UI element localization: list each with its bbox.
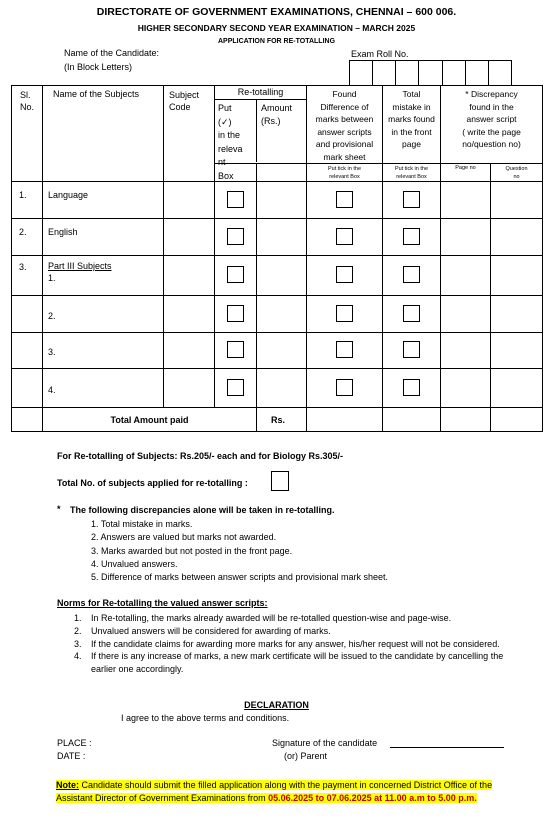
total-mistake-checkbox[interactable] — [403, 228, 420, 245]
norm-number: 2. — [74, 625, 82, 636]
retotal-checkbox[interactable] — [227, 305, 244, 322]
signature-label: Signature of the candidate — [272, 738, 378, 748]
norm-text: In Re-totalling, the marks already awarded will be re-totalled question-wise and page-wise. — [91, 613, 452, 623]
date-label: DATE : — [57, 751, 86, 761]
header-found-6: mark sheet — [323, 151, 366, 162]
page-no-cell[interactable] — [441, 369, 491, 408]
header-disc-4: ( write the page — [462, 126, 521, 137]
amount-cell[interactable] — [257, 182, 307, 219]
note — [56, 779, 516, 805]
place-label: PLACE : — [57, 738, 92, 748]
declaration-text: I agree to the above terms and conditions. — [121, 713, 290, 723]
total-subjects-label: Total No. of subjects applied for re-totalling : — [57, 478, 248, 488]
note-label: Note: — [56, 780, 79, 790]
header-total-4: in the front — [391, 126, 432, 137]
discrepancy-star: * — [57, 504, 61, 514]
total-subjects-box[interactable] — [271, 471, 289, 491]
subject-code-cell[interactable] — [164, 219, 215, 256]
header-disc-3: answer script — [466, 114, 517, 124]
header-title: DIRECTORATE OF GOVERNMENT EXAMINATIONS, CHENNAI – 600 006. — [96, 6, 457, 18]
table-row — [12, 333, 543, 369]
norms-list — [74, 612, 514, 676]
header-rs: (Rs.) — [261, 116, 281, 126]
header-put-tick: (✓) — [218, 116, 232, 127]
fees-text: For Re-totalling of Subjects: Rs.205/- each and for Biology Rs.305/- — [57, 451, 344, 461]
retotal-checkbox[interactable] — [227, 379, 244, 396]
question-no-cell[interactable] — [491, 296, 543, 333]
header-exam: HIGHER SECONDARY SECOND YEAR EXAMINATION – MARCH 2025 — [137, 23, 416, 33]
discrepancy-item: 3. Marks awarded but not posted in the front page. — [91, 545, 293, 556]
difference-checkbox[interactable] — [336, 305, 353, 322]
header-amount: Amount — [261, 103, 293, 113]
discrepancy-item: 5. Difference of marks between answer scripts and provisional mark sheet. — [91, 572, 388, 583]
subject-code-cell[interactable] — [164, 333, 215, 369]
page-no-cell[interactable] — [441, 296, 491, 333]
header-question-no: no — [513, 174, 520, 180]
norm-item — [74, 650, 514, 676]
difference-checkbox[interactable] — [336, 191, 353, 208]
question-no-cell[interactable] — [491, 369, 543, 408]
header-found-1: Found — [332, 89, 357, 99]
retotal-checkbox[interactable] — [227, 228, 244, 245]
total-mistake-checkbox[interactable] — [403, 379, 420, 396]
header-total-1: Total — [402, 89, 421, 99]
tick-hint-total-1: Put tick in the — [394, 166, 429, 172]
parent-label: (or) Parent — [284, 751, 328, 761]
roll-no-boxes[interactable] — [349, 60, 512, 86]
row-sub-number: 1. — [48, 273, 56, 283]
row-subject: Language — [43, 182, 164, 219]
header-no: No. — [20, 102, 35, 112]
row-subject: English — [43, 219, 164, 256]
total-mistake-checkbox[interactable] — [403, 266, 420, 283]
header-disc-1: * Discrepancy — [465, 89, 518, 99]
header-disc-5: no/question no) — [462, 139, 521, 149]
row-sub-number: 3. — [43, 333, 164, 369]
row-sub-number: 2. — [43, 296, 164, 333]
amount-cell[interactable] — [257, 333, 307, 369]
discrepancy-title: The following discrepancies alone will be taken in re-totalling. — [70, 505, 335, 515]
amount-cell[interactable] — [257, 256, 307, 296]
header-total-2: mistake in — [392, 101, 431, 112]
row-sub-number: 4. — [43, 369, 164, 408]
tick-hint-found-1: Put tick in the — [327, 166, 362, 172]
header-total-5: page — [402, 139, 421, 149]
question-no-cell[interactable] — [491, 256, 543, 296]
discrepancy-item: 2. Answers are valued but marks not awarded. — [91, 532, 277, 543]
table-row — [12, 182, 543, 219]
row-sl: 1. — [12, 182, 43, 219]
header-put-line5: nt — [218, 157, 226, 167]
total-amount-label: Total Amount paid — [43, 408, 257, 432]
discrepancy-item: 1. Total mistake in marks. — [91, 519, 193, 529]
difference-checkbox[interactable] — [336, 341, 353, 358]
norm-text: If the candidate claims for awarding more marks for any answer, his/her request will not be considered. — [91, 638, 500, 649]
header-disc-2: found in the — [469, 101, 514, 112]
header-total-3: marks found — [388, 114, 435, 124]
header-question: Question — [505, 166, 528, 172]
norm-text: If there is any increase of marks, a new mark certificate will be issued to the candidate by cancelling the earlier one accordingly. — [91, 651, 504, 675]
norm-number: 1. — [74, 613, 82, 623]
norm-text: Unvalued answers will be considered for awarding of marks. — [91, 625, 331, 636]
norms-title: Norms for Re-totalling the valued answer scripts: — [57, 598, 268, 608]
retotal-checkbox[interactable] — [227, 191, 244, 208]
header-subjects: Name of the Subjects — [43, 86, 164, 182]
discrepancy-item: 4. Unvalued answers. — [91, 558, 178, 569]
tick-hint-total-2: relevant Box — [396, 174, 427, 180]
total-mistake-checkbox[interactable] — [403, 191, 420, 208]
note-text: Candidate should submit the filled application along with the payment in concerned District Office of the Assistant Director of Government Examinations from — [56, 780, 493, 803]
header-application: APPLICATION FOR RE-TOTALLING — [217, 38, 336, 45]
row-sl: 2. — [12, 219, 43, 256]
page-no-cell[interactable] — [441, 256, 491, 296]
subject-code-cell[interactable] — [164, 182, 215, 219]
question-no-cell[interactable] — [491, 333, 543, 369]
header-found-5: and provisional — [315, 139, 374, 149]
table-row — [12, 219, 543, 256]
norm-item — [74, 625, 514, 638]
page-no-cell[interactable] — [441, 333, 491, 369]
page-no-cell[interactable] — [441, 219, 491, 256]
norm-item — [74, 612, 514, 625]
page-no-cell[interactable] — [441, 182, 491, 219]
note-dates: 05.06.2025 to 07.06.2025 at 11.00 a.m to 5.00 p.m. — [268, 793, 477, 803]
retotal-checkbox[interactable] — [227, 266, 244, 283]
total-mistake-checkbox[interactable] — [403, 305, 420, 322]
header-code: Code — [169, 102, 191, 112]
norm-item — [74, 638, 514, 651]
header-put-line3: in the — [218, 130, 241, 140]
difference-checkbox[interactable] — [336, 266, 353, 283]
amount-cell[interactable] — [257, 296, 307, 333]
question-no-cell[interactable] — [491, 182, 543, 219]
amount-cell[interactable] — [257, 369, 307, 408]
declaration-title: DECLARATION — [244, 700, 309, 710]
table-row — [12, 369, 543, 408]
row-sl: 3. — [12, 256, 43, 296]
retotalling-table — [11, 85, 543, 432]
header-put-line4: releva — [218, 143, 243, 154]
difference-checkbox[interactable] — [336, 379, 353, 396]
roll-no-label: Exam Roll No. — [351, 49, 409, 59]
header-found-3: marks between — [315, 114, 374, 124]
header-retotalling: Re-totalling — [215, 86, 306, 100]
part-three-label: Part III Subjects — [48, 261, 112, 271]
subject-code-cell[interactable] — [164, 296, 215, 333]
total-mistake-checkbox[interactable] — [403, 341, 420, 358]
signature-line[interactable] — [390, 747, 504, 748]
header-found-2: Difference of — [320, 101, 369, 112]
candidate-name-label: Name of the Candidate: — [64, 48, 160, 58]
norm-number: 3. — [74, 638, 82, 649]
header-found-4: answer scripts — [317, 126, 372, 137]
total-rs-label: Rs. — [257, 408, 307, 432]
table-row — [12, 256, 543, 296]
amount-cell[interactable] — [257, 219, 307, 256]
block-letters-label: (In Block Letters) — [64, 62, 133, 72]
header-sl: Sl. — [20, 90, 31, 100]
difference-checkbox[interactable] — [336, 228, 353, 245]
question-no-cell[interactable] — [491, 219, 543, 256]
header-subject: Subject — [169, 90, 200, 100]
table-row — [12, 296, 543, 333]
retotal-checkbox[interactable] — [227, 341, 244, 358]
discrepancy-list — [91, 518, 388, 584]
header-page-no: Page no — [441, 164, 491, 182]
header-put-line6: Box — [218, 170, 234, 181]
subject-code-cell[interactable] — [164, 369, 215, 408]
total-row — [12, 408, 543, 432]
subject-code-cell[interactable] — [164, 256, 215, 296]
tick-hint-found-2: relevant Box — [329, 174, 360, 180]
norm-number: 4. — [74, 651, 82, 662]
header-put: Put — [218, 103, 232, 113]
